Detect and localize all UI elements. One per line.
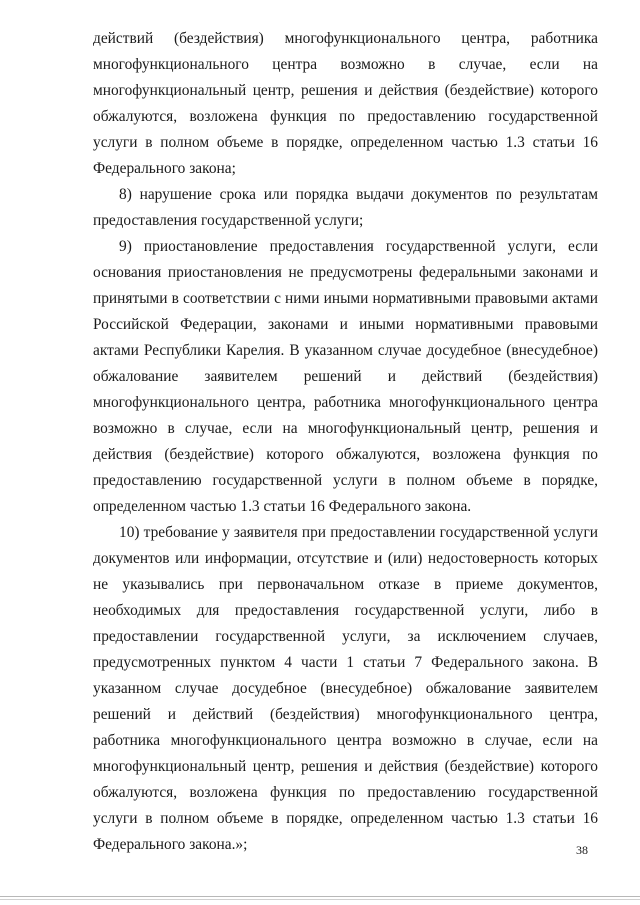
scan-bottom-edge — [0, 896, 640, 897]
paragraph-item-10: 10) требование у заявителя при предоставлении государственной услуги документов или информации, отсутствие и (или) недостоверность которых не указывались при первоначальном отказе в приеме документов, необходимых для предоставления государственной услуги, либо в предоставлении государственной услуги, за исключением случаев, предусмотренных пунктом 4 части 1 статьи 7 Федерального закона. В указанном случае досудебное (внесудебное) обжалование заявителем решений и действий (бездействия) многофункционального центра, работника многофункционального центра возможно в случае, если на многофункциональный центр, решения и действия (бездействие) которого обжалуются, возложена функция по предоставлению государственной услуги в полном объеме в порядке, определенном частью 1.3 статьи 16 Федерального закона.»; — [93, 524, 598, 853]
document-body — [93, 26, 598, 858]
paragraph-item-9: 9) приостановление предоставления государственной услуги, если основания приостановления не предусмотрены федеральными законами и принятыми в соответствии с ними иными нормативными правовыми актами Российской Федерации, законами и иными нормативными правовыми актами Республики Карелия. В указанном случае досудебное (внесудебное) обжалование заявителем решений и действий (бездействия) многофункционального центра, работника многофункционального центра возможно в случае, если на многофункциональный центр, решения и действия (бездействие) которого обжалуются, возложена функция по предоставлению государственной услуги в полном объеме в порядке, определенном частью 1.3 статьи 16 Федерального закона. — [93, 238, 598, 515]
paragraph-item-8: 8) нарушение срока или порядка выдачи документов по результатам предоставления государственной услуги; — [93, 186, 598, 229]
scan-bottom-edge-shadow — [0, 899, 640, 900]
paragraph-continuation: действий (бездействия) многофункционального центра, работника многофункционального центра возможно в случае, если на многофункциональный центр, решения и действия (бездействие) которого обжалуются, возложена функция по предоставлению государственной услуги в полном объеме в порядке, определенном частью 1.3 статьи 16 Федерального закона; — [93, 30, 598, 177]
page-number: 38 — [576, 843, 588, 857]
